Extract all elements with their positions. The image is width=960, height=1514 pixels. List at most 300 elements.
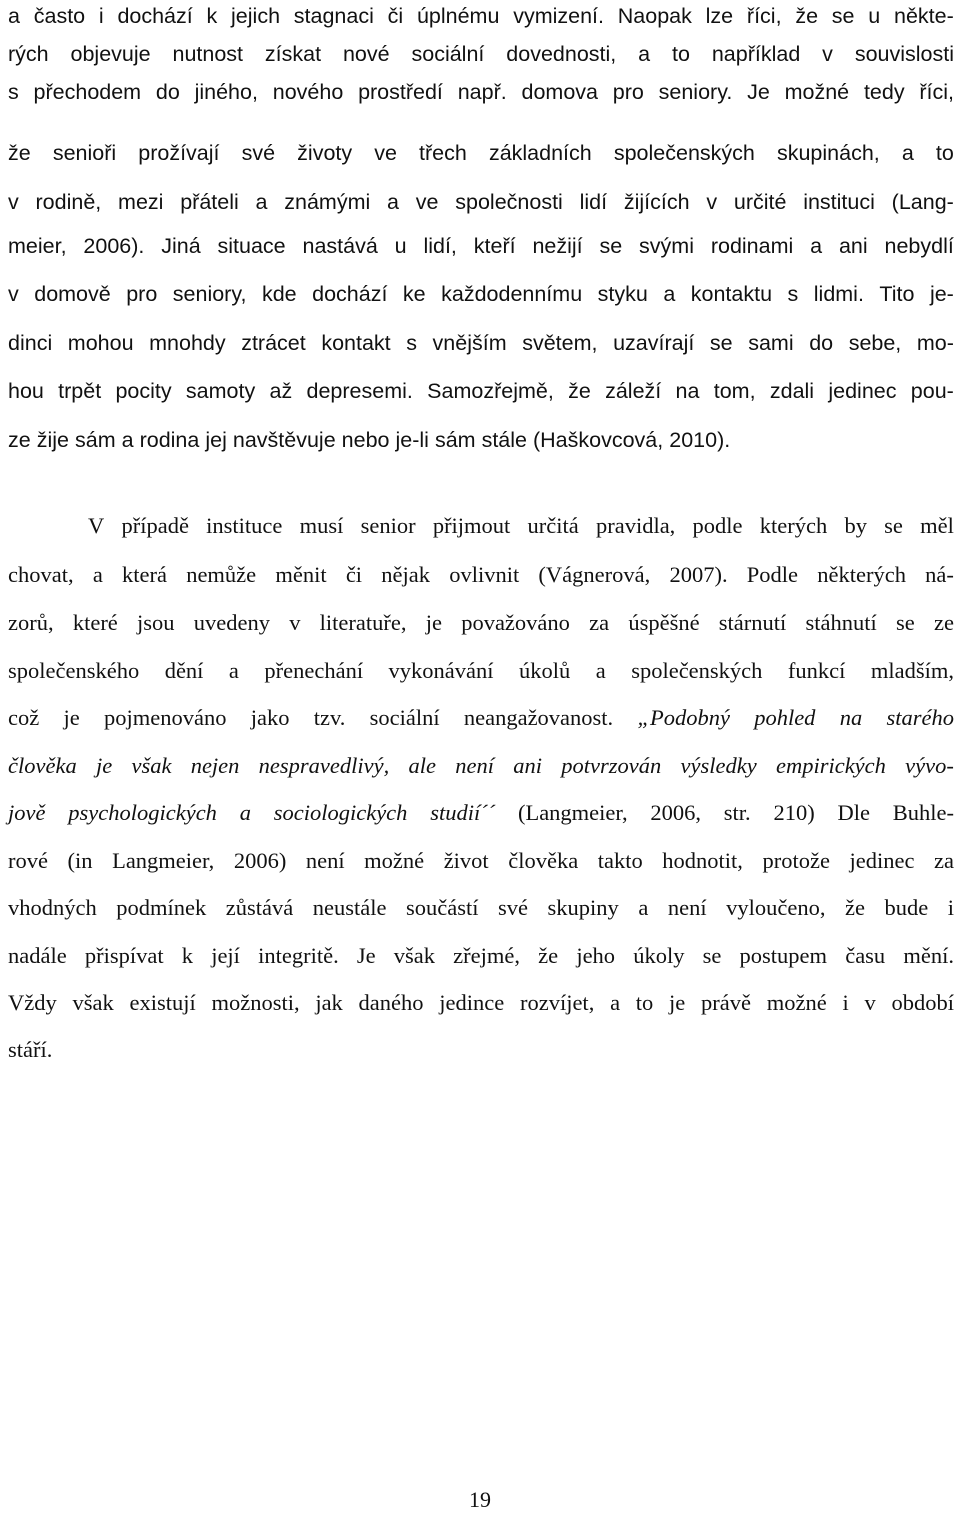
word: Naopak: [617, 4, 692, 28]
word: uzavírají: [613, 331, 695, 355]
word: rodinami: [710, 234, 794, 258]
word: považováno: [461, 610, 570, 635]
word: až: [269, 379, 293, 403]
word: život: [443, 848, 489, 873]
text-line: [8, 0, 954, 32]
word: úkoly: [633, 943, 685, 968]
word: ke: [402, 282, 426, 306]
text-line: [8, 375, 954, 407]
word: že: [568, 379, 591, 403]
word: Je: [356, 943, 376, 968]
word: času: [845, 943, 886, 968]
word: ná-: [925, 562, 954, 587]
word: hodnotit,: [662, 848, 743, 873]
word: rozvíjet,: [519, 990, 595, 1015]
text-line: [8, 702, 954, 734]
word: souvislosti: [854, 42, 954, 66]
word: světem,: [522, 331, 598, 355]
word: dinci: [8, 331, 53, 355]
text-line: [8, 845, 954, 877]
word: pro: [126, 282, 158, 306]
word: dění: [164, 658, 204, 683]
word: studií´´: [430, 800, 496, 825]
word: přijmout: [432, 513, 511, 538]
word: své: [241, 141, 276, 165]
word: v: [8, 282, 19, 306]
word: rých: [8, 42, 49, 66]
word: objevuje: [70, 42, 151, 66]
word: lze: [705, 4, 734, 28]
word: Dle: [837, 800, 870, 825]
word: říci,: [919, 80, 954, 104]
word: senioři: [52, 141, 117, 165]
word: prožívají: [138, 141, 220, 165]
word: u: [868, 4, 881, 28]
word: je-li: [395, 428, 429, 452]
word: starého: [886, 705, 954, 730]
word: Podle: [746, 562, 799, 587]
word: str.: [723, 800, 751, 825]
word: a: [610, 990, 621, 1015]
word: nové: [342, 42, 390, 66]
word: uvedeny: [193, 610, 270, 635]
word: to: [935, 141, 954, 165]
word: součástí: [406, 895, 479, 920]
word: pou-: [910, 379, 954, 403]
word: domově: [34, 282, 111, 306]
word: za: [934, 848, 954, 873]
word: zorů,: [8, 610, 54, 635]
word: kterých: [759, 513, 828, 538]
word: potvrzován: [561, 753, 662, 778]
word: měnit: [275, 562, 327, 587]
word: integritě.: [258, 943, 339, 968]
word: říci,: [746, 4, 782, 28]
word: mo-: [916, 331, 954, 355]
word: Langmeier,: [112, 848, 215, 873]
word: nutnost: [172, 42, 244, 66]
word: však: [72, 990, 114, 1015]
word: lidmi.: [813, 282, 864, 306]
word: své: [498, 895, 529, 920]
word: to: [672, 42, 690, 66]
word: sám: [74, 428, 116, 452]
word: její: [211, 943, 240, 968]
word: možnosti,: [211, 990, 300, 1015]
word: chovat,: [8, 562, 74, 587]
word: samoty: [185, 379, 256, 403]
text-line: [8, 940, 954, 972]
word: společenských: [631, 658, 763, 683]
word: 2010).: [669, 428, 731, 452]
text-line: [8, 892, 954, 924]
word: jedinec: [828, 379, 897, 403]
word: nadále: [8, 943, 67, 968]
word: (Vágnerová,: [538, 562, 651, 587]
word: ze: [8, 428, 31, 452]
word: a: [228, 658, 239, 683]
word: výsledky: [680, 753, 757, 778]
word: jiného,: [194, 80, 258, 104]
word: mezi: [118, 190, 164, 214]
text-line: [8, 230, 954, 262]
word: za: [589, 610, 610, 635]
word: jsou: [137, 610, 175, 635]
word: zůstává: [225, 895, 294, 920]
word: či: [345, 562, 363, 587]
text-line: [8, 1034, 954, 1066]
word: je-: [929, 282, 954, 306]
word: v: [706, 190, 718, 214]
word: případě: [121, 513, 189, 538]
word: 2006): [233, 848, 287, 873]
word: s: [787, 282, 799, 306]
word: získat: [264, 42, 322, 66]
word: sociální: [369, 705, 440, 730]
word: není: [455, 753, 494, 778]
word: sami: [748, 331, 794, 355]
word: podmínek: [116, 895, 207, 920]
word: pohled: [754, 705, 816, 730]
word: mohou: [67, 331, 134, 355]
word: pro: [612, 80, 644, 104]
word: přáteli: [180, 190, 239, 214]
word: svými: [639, 234, 694, 258]
word: přispívat: [84, 943, 164, 968]
word: nežijí: [532, 234, 583, 258]
word: úspěšné: [628, 610, 700, 635]
word: neangažovanost.: [463, 705, 614, 730]
word: ovlivnit: [449, 562, 520, 587]
word: mladším,: [870, 658, 954, 683]
word: na: [675, 379, 700, 403]
word: nejen: [190, 753, 240, 778]
word: určitá: [527, 513, 579, 538]
word: a: [901, 141, 914, 165]
word: meier,: [8, 234, 67, 258]
word: a: [595, 658, 606, 683]
word: společenského: [8, 658, 140, 683]
word: úkolů: [519, 658, 571, 683]
text-line: [8, 987, 954, 1019]
word: domova: [521, 80, 598, 104]
word: však: [131, 753, 172, 778]
word: rodině,: [35, 190, 102, 214]
word: Buhle-: [892, 800, 954, 825]
word: nebydlí: [884, 234, 954, 258]
word: depresemi.: [306, 379, 413, 403]
word: kontaktu: [690, 282, 773, 306]
word: pocity: [115, 379, 172, 403]
word: i: [98, 4, 104, 28]
word: ale: [408, 753, 436, 778]
word: instituce: [206, 513, 283, 538]
word: třech: [419, 141, 467, 165]
word: ve: [415, 190, 439, 214]
word: tom,: [713, 379, 756, 403]
word: dovednosti,: [506, 42, 617, 66]
page-number: 19: [469, 1487, 491, 1512]
word: kontakt: [321, 331, 391, 355]
word: nějak: [381, 562, 430, 587]
word: ztrácet: [241, 331, 306, 355]
word: a: [8, 4, 20, 28]
word: i: [947, 895, 954, 920]
word: v: [289, 610, 301, 635]
word: určité: [733, 190, 787, 214]
word: člověka: [8, 753, 77, 778]
word: se: [884, 513, 903, 538]
word: ani: [513, 753, 543, 778]
word: sociální: [411, 42, 485, 66]
word: měl: [920, 513, 954, 538]
text-line: [8, 278, 954, 310]
word: instituci: [803, 190, 875, 214]
word: do: [809, 331, 834, 355]
word: základních: [488, 141, 592, 165]
word: je: [63, 705, 80, 730]
word: Samozřejmě,: [427, 379, 554, 403]
word: pojmenováno: [103, 705, 227, 730]
word: vyloučeno,: [726, 895, 826, 920]
word: 2006).: [83, 234, 145, 258]
word: neustále: [312, 895, 387, 920]
word: skupiny: [547, 895, 619, 920]
word: záleží: [605, 379, 662, 403]
word: a: [239, 800, 251, 825]
word: literatuře,: [319, 610, 407, 635]
word: trpět: [58, 379, 102, 403]
word: Vždy: [8, 990, 57, 1015]
word: na: [839, 705, 863, 730]
word: životy: [297, 141, 353, 165]
word: se: [831, 4, 855, 28]
word: by: [844, 513, 867, 538]
word: s: [8, 80, 19, 104]
word: jejich: [231, 4, 281, 28]
text-line: [8, 510, 954, 542]
word: senior: [360, 513, 416, 538]
word: stáří.: [8, 1037, 53, 1062]
word: tzv.: [313, 705, 346, 730]
word: se: [599, 234, 623, 258]
word: protože: [762, 848, 830, 873]
word: a: [92, 562, 103, 587]
word: (Haškovcová,: [533, 428, 664, 452]
word: 210): [773, 800, 815, 825]
word: kteří: [473, 234, 516, 258]
word: (Lang-: [891, 190, 954, 214]
word: a: [638, 42, 651, 66]
word: v: [8, 190, 19, 214]
word: ani: [838, 234, 868, 258]
word: přechodem: [33, 80, 142, 104]
word: bude: [884, 895, 929, 920]
word: jej: [205, 428, 227, 452]
text-line: [8, 607, 954, 639]
word: vývo-: [905, 753, 954, 778]
word: nového: [272, 80, 344, 104]
word: že: [8, 141, 31, 165]
text-line: [8, 38, 954, 70]
word: sebe,: [848, 331, 902, 355]
word: například: [711, 42, 801, 66]
word: postupem: [739, 943, 828, 968]
text-line: [8, 327, 954, 359]
word: stagnaci: [293, 4, 374, 28]
word: prostředí: [358, 80, 443, 104]
word: lidí: [579, 190, 608, 214]
word: úplnému: [416, 4, 500, 28]
word: což: [8, 705, 40, 730]
word: navštěvuje: [232, 428, 336, 452]
word: funkcí: [787, 658, 846, 683]
word: společenských: [613, 141, 755, 165]
word: není: [305, 848, 345, 873]
text-line: [8, 655, 954, 687]
word: možné: [364, 848, 425, 873]
word: a: [663, 282, 676, 306]
word: některých: [817, 562, 906, 587]
word: možné: [766, 990, 827, 1015]
word: často: [33, 4, 86, 28]
word: je: [425, 610, 442, 635]
word: daného: [358, 990, 424, 1015]
word: stárnutí: [718, 610, 787, 635]
word: vnějším: [432, 331, 507, 355]
word: že: [844, 895, 865, 920]
word: a: [810, 234, 823, 258]
word: kde: [261, 282, 297, 306]
word: k: [181, 943, 194, 968]
word: se: [709, 331, 733, 355]
word: někte-: [894, 4, 954, 28]
word: existují: [129, 990, 196, 1015]
word: se: [702, 943, 722, 968]
word: žijících: [623, 190, 690, 214]
word: Jiná: [161, 234, 201, 258]
word: vymizení.: [513, 4, 605, 28]
word: mnohdy: [149, 331, 226, 355]
word: dochází: [312, 282, 388, 306]
word: takto: [597, 848, 643, 873]
word: však: [393, 943, 436, 968]
word: nemůže: [186, 562, 257, 587]
word: zdali: [769, 379, 815, 403]
text-line: [8, 750, 954, 782]
word: které: [72, 610, 118, 635]
word: nebo: [341, 428, 390, 452]
word: Je: [747, 80, 770, 104]
text-line: [8, 797, 954, 829]
word: (Langmeier,: [517, 800, 628, 825]
word: u: [394, 234, 407, 258]
word: skupinách,: [776, 141, 880, 165]
word: psychologických: [68, 800, 217, 825]
word: musí: [299, 513, 344, 538]
text-line: [8, 186, 954, 218]
word: sociologických: [273, 800, 408, 825]
word: je: [95, 753, 113, 778]
word: lidí,: [423, 234, 457, 258]
word: např.: [457, 80, 507, 104]
word: stáhnutí: [805, 610, 877, 635]
word: jedince: [439, 990, 505, 1015]
word: rodina: [139, 428, 200, 452]
word: jak: [315, 990, 343, 1015]
text-line: [8, 559, 954, 591]
word: situace: [217, 234, 286, 258]
word: jově: [8, 800, 46, 825]
word: seniory,: [172, 282, 247, 306]
word: není: [667, 895, 707, 920]
word: pravidla,: [595, 513, 676, 538]
word: 2007).: [669, 562, 728, 587]
word: že: [795, 4, 819, 28]
word: jedinec: [849, 848, 915, 873]
word: že: [538, 943, 559, 968]
word: Tito: [879, 282, 915, 306]
word: tedy: [863, 80, 905, 104]
word: nastává: [302, 234, 378, 258]
word: s: [406, 331, 417, 355]
word: a: [121, 428, 134, 452]
word: vykonávání: [388, 658, 494, 683]
word: každodennímu: [441, 282, 583, 306]
word: hou: [8, 379, 44, 403]
word: známými: [284, 190, 371, 214]
word: 2006,: [650, 800, 702, 825]
word: i: [842, 990, 849, 1015]
word: do: [155, 80, 180, 104]
word: žije: [36, 428, 69, 452]
word: období: [891, 990, 954, 1015]
word: empirických: [775, 753, 886, 778]
word: či: [387, 4, 404, 28]
word: ze: [933, 610, 954, 635]
text-line: [8, 424, 954, 456]
word: vhodných: [8, 895, 97, 920]
text-line: [8, 76, 954, 108]
word: jeho: [576, 943, 616, 968]
word: ve: [374, 141, 397, 165]
word: podle: [692, 513, 743, 538]
word: styku: [597, 282, 648, 306]
word: nespravedlivý,: [258, 753, 390, 778]
word: to: [635, 990, 654, 1015]
word: sám: [434, 428, 476, 452]
word: a: [255, 190, 268, 214]
word: která: [122, 562, 167, 587]
word: možné: [784, 80, 850, 104]
word: V: [88, 513, 105, 538]
word: „Podobný: [637, 705, 730, 730]
word: dochází: [117, 4, 193, 28]
word: rové: [8, 848, 48, 873]
word: v: [822, 42, 833, 66]
word: (in: [67, 848, 93, 873]
word: je: [669, 990, 686, 1015]
word: k: [206, 4, 218, 28]
word: jako: [250, 705, 290, 730]
word: a: [638, 895, 649, 920]
word: seniory.: [658, 80, 733, 104]
word: společnosti: [455, 190, 563, 214]
word: stále: [481, 428, 527, 452]
word: v: [864, 990, 876, 1015]
word: právě: [701, 990, 751, 1015]
word: mění.: [903, 943, 954, 968]
